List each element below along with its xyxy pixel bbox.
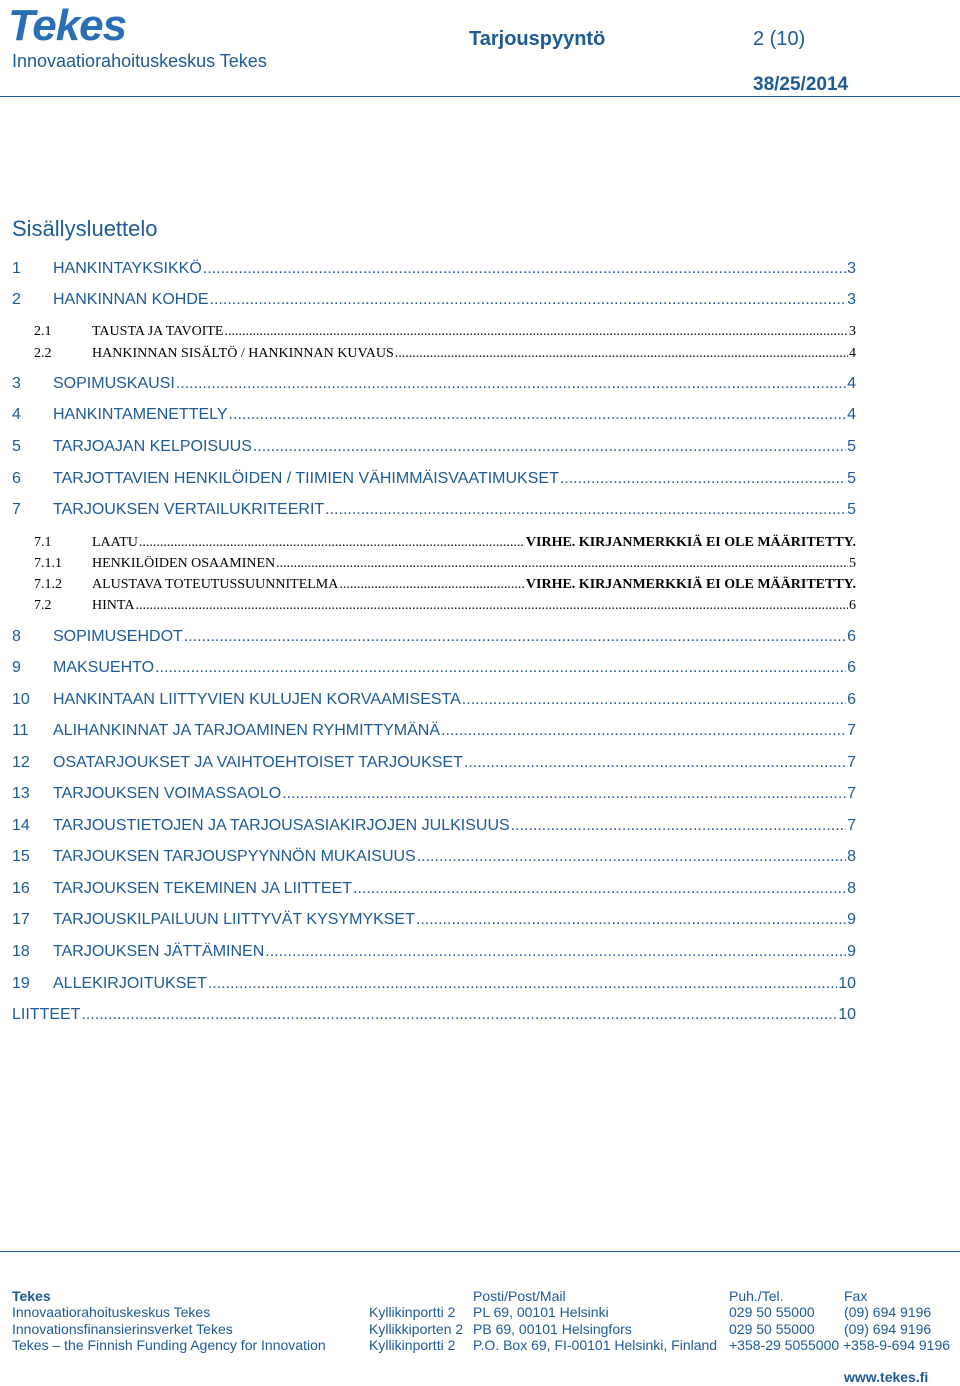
toc-entry-title[interactable]: ALLEKIRJOITUKSET <box>53 975 207 992</box>
footer-row-fax: (09) 694 9196 <box>844 1321 932 1337</box>
toc-entry-title[interactable]: LAATU <box>92 535 138 550</box>
toc-entry-title[interactable]: HANKINNAN SISÄLTÖ / HANKINNAN KUVAUS <box>92 346 394 361</box>
toc-entry-page: 7 <box>847 785 856 802</box>
toc-entry-number: 19 <box>12 975 30 992</box>
toc-entry-title[interactable]: HANKINTAYKSIKKÖ <box>53 260 202 277</box>
footer-row-fax: (09) 694 9196 <box>844 1304 932 1320</box>
toc-entry-page: VIRHE. KIRJANMERKKIÄ EI OLE MÄÄRITETTY. <box>525 577 856 592</box>
toc-entry-page: 4 <box>849 346 856 361</box>
toc-entry-number: 18 <box>12 943 30 960</box>
footer-row-street: Kyllikkiporten 2 <box>369 1321 464 1337</box>
toc-entry-page: 3 <box>847 260 856 277</box>
toc-entry-title[interactable]: HINTA <box>92 598 135 613</box>
footer-row-tel: +358-29 5055000 <box>729 1337 840 1353</box>
toc-entry-number: 17 <box>12 911 30 928</box>
toc-entry-number: 7.1.1 <box>34 556 62 571</box>
footer-row-name: Innovaatiorahoituskeskus Tekes <box>12 1304 211 1320</box>
toc-entry-title[interactable]: TAUSTA JA TAVOITE <box>92 324 224 339</box>
toc-entry-title[interactable]: TARJOAJAN KELPOISUUS <box>53 438 252 455</box>
toc-entry-number: 1 <box>12 260 21 277</box>
toc-entry-page: 4 <box>847 375 856 392</box>
toc-entry-number: 11 <box>12 722 29 739</box>
toc-entry-title[interactable]: TARJOUKSEN TARJOUSPYYNNÖN MUKAISUUS <box>53 848 416 865</box>
tekes-logo: Tekes <box>8 1 127 50</box>
toc-entry-page: 9 <box>847 943 856 960</box>
toc-entry-page: 5 <box>847 438 856 455</box>
toc-entry-number: 15 <box>12 848 30 865</box>
toc-entry-page: 10 <box>838 1006 856 1023</box>
toc-entry-page: 4 <box>847 406 856 423</box>
footer-row-post: PL 69, 00101 Helsinki <box>473 1304 609 1320</box>
toc-entry-page: VIRHE. KIRJANMERKKIÄ EI OLE MÄÄRITETTY. <box>525 535 856 550</box>
footer-col-post: Posti/Post/Mail <box>473 1288 566 1304</box>
toc-entry-title[interactable]: HANKINTAMENETTELY <box>53 406 228 423</box>
toc-entry-title[interactable]: OSATARJOUKSET JA VAIHTOEHTOISET TARJOUKSET <box>53 754 463 771</box>
footer-row-street: Kyllikinportti 2 <box>369 1337 456 1353</box>
toc-entry-title[interactable]: HANKINNAN KOHDE <box>53 291 209 308</box>
toc-entry-number: 3 <box>12 375 21 392</box>
header-divider <box>0 96 960 97</box>
toc-entry-title[interactable]: SOPIMUSKAUSI <box>53 375 175 392</box>
toc-entry-number: 12 <box>12 754 30 771</box>
toc-entry-title[interactable]: TARJOTTAVIEN HENKILÖIDEN / TIIMIEN VÄHIMMÄISVAATIMUKSET <box>53 470 559 487</box>
toc-entry-page: 6 <box>847 659 856 676</box>
toc-entry-number: 7.1 <box>34 535 52 550</box>
toc-entry-number: 14 <box>12 817 30 834</box>
toc-heading: Sisällysluettelo <box>12 216 158 241</box>
toc-entry-number: 7.1.2 <box>34 577 62 592</box>
toc-entry-number: 2 <box>12 291 21 308</box>
footer-row-fax: +358-9-694 9196 <box>843 1337 951 1353</box>
toc-entry-title[interactable]: ALUSTAVA TOTEUTUSSUUNNITELMA <box>92 577 339 592</box>
footer-row-tel: 029 50 55000 <box>729 1321 815 1337</box>
toc-entry-page: 6 <box>849 598 856 613</box>
footer-row-post: P.O. Box 69, FI-00101 Helsinki, Finland <box>473 1337 718 1353</box>
toc-entry-number: 2.2 <box>34 346 52 361</box>
toc-entry-page: 10 <box>838 975 856 992</box>
footer-divider <box>0 1251 960 1252</box>
toc-entry-title[interactable]: TARJOUKSEN VOIMASSAOLO <box>53 785 282 802</box>
toc-entry-title[interactable]: LIITTEET <box>12 1006 81 1023</box>
footer-org-title: Tekes <box>12 1288 51 1304</box>
toc-entry-page: 5 <box>849 556 856 571</box>
toc-entry-number: 16 <box>12 880 30 897</box>
document-date: 38/25/2014 <box>753 74 849 95</box>
toc-entry-number: 10 <box>12 691 30 708</box>
toc-entry-number: 7.2 <box>34 598 52 613</box>
footer-website-link[interactable]: www.tekes.fi <box>844 1369 929 1385</box>
toc-entry-number: 5 <box>12 438 21 455</box>
toc-entry-title[interactable]: TARJOUKSEN JÄTTÄMINEN <box>53 943 265 960</box>
toc-entry-title[interactable]: SOPIMUSEHDOT <box>53 628 183 645</box>
toc-entry-page: 5 <box>847 501 856 518</box>
toc-entry-page: 6 <box>847 691 856 708</box>
document-title: Tarjouspyyntö <box>469 28 606 50</box>
toc-entry-number: 4 <box>12 406 21 423</box>
toc-entry-page: 9 <box>847 911 856 928</box>
toc-entry-page: 8 <box>847 848 856 865</box>
toc-entry-title[interactable]: HANKINTAAN LIITTYVIEN KULUJEN KORVAAMISESTA <box>53 691 461 708</box>
footer-row-street: Kyllikinportti 2 <box>369 1304 456 1320</box>
toc-entry-page: 7 <box>847 722 856 739</box>
toc-entry-title[interactable]: TARJOUSKILPAILUUN LIITTYVÄT KYSYMYKSET <box>53 911 415 928</box>
toc-entry-page: 7 <box>847 754 856 771</box>
toc-entry-number: 8 <box>12 628 21 645</box>
toc-entry-page: 5 <box>847 470 856 487</box>
toc-entry-title[interactable]: MAKSUEHTO <box>53 659 155 676</box>
toc-entry-page: 8 <box>847 880 856 897</box>
toc-entry-number: 7 <box>12 501 21 518</box>
toc-entry-page: 3 <box>847 291 856 308</box>
toc-entry-title[interactable]: TARJOUKSEN TEKEMINEN JA LIITTEET <box>53 880 353 897</box>
toc-entry-number: 9 <box>12 659 21 676</box>
footer-row-name: Innovationsfinansierinsverket Tekes <box>12 1321 233 1337</box>
toc-entry-title[interactable]: TARJOUSTIETOJEN JA TARJOUSASIAKIRJOJEN JULKISUUS <box>53 817 510 834</box>
toc-entry-number: 13 <box>12 785 30 802</box>
toc-entry-number: 6 <box>12 470 21 487</box>
toc-entry-title[interactable]: ALIHANKINNAT JA TARJOAMINEN RYHMITTYMÄNÄ <box>53 722 441 739</box>
footer-col-tel: Puh./Tel. <box>729 1288 784 1304</box>
toc-entry-page: 7 <box>847 817 856 834</box>
toc-entry-number: 2.1 <box>34 324 52 339</box>
header-subtitle: Innovaatiorahoituskeskus Tekes <box>12 51 267 71</box>
footer-col-fax: Fax <box>844 1288 868 1304</box>
footer-row-tel: 029 50 55000 <box>729 1304 815 1320</box>
toc-entry-title[interactable]: HENKILÖIDEN OSAAMINEN <box>92 556 276 571</box>
page-number: 2 (10) <box>753 28 806 50</box>
toc-entry-page: 3 <box>849 324 856 339</box>
footer-row-name: Tekes – the Finnish Funding Agency for Innovation <box>12 1337 326 1353</box>
toc-entry-title[interactable]: TARJOUKSEN VERTAILUKRITEERIT <box>53 501 325 518</box>
toc-entry-page: 6 <box>847 628 856 645</box>
footer-row-post: PB 69, 00101 Helsingfors <box>473 1321 632 1337</box>
